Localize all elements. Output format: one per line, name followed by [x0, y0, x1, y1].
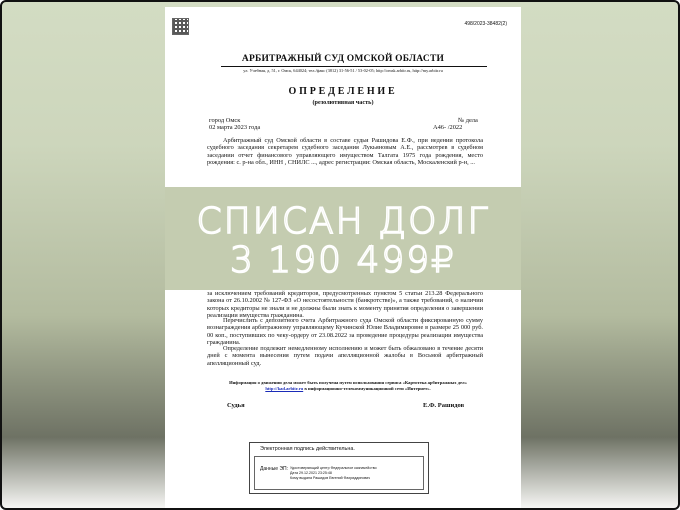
debt-release-paragraph: за исключением требований кредиторов, предусмотренных пунктом 5 статьи 213.28 Федерального закона от 26.10.2002 № 127-ФЗ «О несостоятельности (банкротстве)», а также требований, о наличии которых кредиторы не знали и не должны были знать к моменту принятия определения о завершении реализации имущества гражданина. [207, 290, 483, 319]
judge-title: Судья [227, 402, 245, 409]
esig-lines [290, 466, 420, 482]
document-title: ОПРЕДЕЛЕНИЕ [288, 86, 398, 97]
judge-name: Е.Ф. Рашидов [423, 402, 465, 409]
electronic-signature-box [249, 442, 429, 494]
esig-owner: Кому выдана Рашидов Евгений Фахриддинович [290, 476, 371, 481]
esig-details [254, 456, 424, 490]
case-number-label: № дела [458, 117, 478, 124]
document-date: 02 марта 2023 года [209, 124, 261, 131]
esig-title: Электронная подпись действительна. [260, 446, 355, 452]
court-address: ул. Учебная, д. 51, г. Омск, 644024; тел./факс (3812) 31-56-51 / 53-02-05; http://omsk.arbitr.ru, http://my.arbitr.ru [243, 68, 443, 73]
document-number-header: 498/2023-38482(2) [464, 21, 507, 27]
banner-headline: СПИСАН ДОЛГ [196, 201, 490, 242]
header-divider [221, 66, 487, 67]
case-info-text-2: в информационно-телекоммуникационной сети «Интернет». [304, 386, 431, 391]
debt-written-off-banner [165, 187, 521, 290]
document-subtitle: (резолютивная часть) [312, 99, 374, 106]
banner-amount: 3 190 499₽ [229, 240, 457, 281]
kad-link[interactable]: http://kad.arbitr.ru [265, 386, 304, 391]
payment-paragraph: Перечислить с депозитного счета Арбитражного суда Омской области фиксированную сумму вознаграждения арбитражному управляющему Кучинской Юлие Владимировне в размере 25 000 руб. 00 коп., поступивших по чеку-ордеру от 23.08.2022 за проведение процедуры реализации имущества гражданина. [207, 317, 483, 346]
case-info-text-1: Информация о движении дела может быть получена путем использования сервиса «Картотека арбитражных дел» [229, 380, 467, 385]
esig-date: Дата 29.12.2021 23:25:48 [290, 471, 332, 476]
document-city: город Омск [209, 117, 241, 124]
qr-code-icon [173, 19, 188, 34]
case-info-notice [225, 380, 471, 392]
court-title: АРБИТРАЖНЫЙ СУД ОМСКОЙ ОБЛАСТИ [241, 54, 445, 64]
appeal-paragraph: Определение подлежит немедленному исполнению и может быть обжаловано в течение десяти дней с момента вынесения путем подачи апелляционной жалобы в Восьмой арбитражный апелляционный суд. [207, 345, 483, 367]
esig-label: Данные ЭП: [260, 466, 289, 472]
esig-issuer: Удостоверяющий центр Федеральное казначейство [290, 466, 377, 470]
case-number: А46- /2022 [433, 124, 463, 131]
intro-paragraph: Арбитражный суд Омской области в составе судьи Рашидова Е.Ф., при ведении протокола судебного заседания секретарем судебного заседания Лукьяновым А.Е., рассмотрев в судебном заседании отчет финансового управляющего имуществом Талгата 1975 года рождения, место рождения: с. р-на обл., ИНН , СНИЛС ..., адрес регистрации: Омская область, Москаленский р-н, ... [207, 137, 483, 166]
